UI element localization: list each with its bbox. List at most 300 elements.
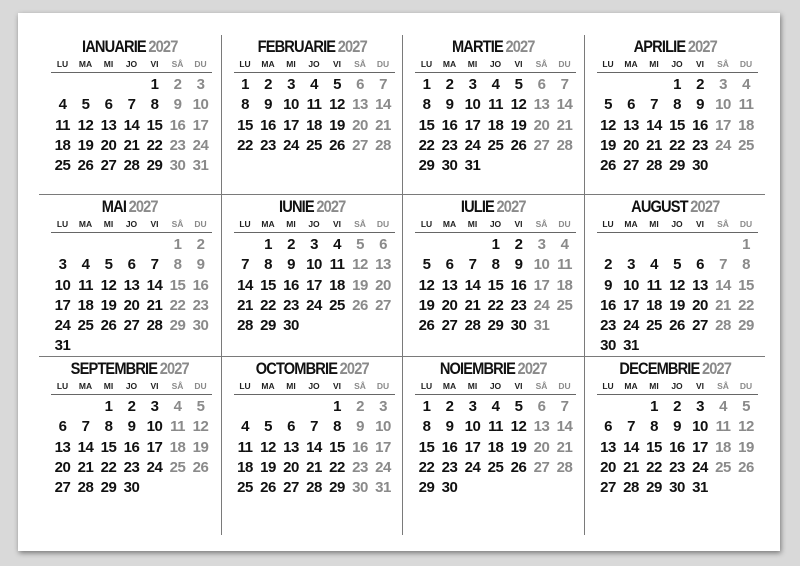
day-number: 5 — [356, 236, 364, 253]
day-number: 21 — [646, 136, 662, 154]
day-number: 29 — [329, 479, 345, 497]
day-number: 4 — [742, 76, 750, 93]
day-number: 8 — [673, 96, 681, 114]
weekday-label: JO — [125, 59, 138, 69]
day-number: 23 — [260, 136, 276, 154]
day-number: 13 — [375, 256, 391, 274]
day-number: 21 — [146, 296, 163, 314]
month-year: 2027 — [689, 197, 719, 216]
weekday-label: DU — [376, 219, 390, 229]
weekday-label: DU — [558, 219, 571, 229]
day-number: 3 — [627, 256, 635, 274]
day-number: 25 — [556, 296, 573, 314]
day-number: 12 — [510, 96, 527, 114]
day-number: 29 — [418, 157, 435, 175]
month-year: 2027 — [687, 37, 717, 56]
day-number: 26 — [600, 157, 616, 175]
day-number: 26 — [77, 157, 94, 175]
month-title — [416, 195, 571, 219]
day-number: 19 — [510, 438, 527, 456]
day-number: 1 — [264, 236, 272, 253]
weekday-label: JO — [125, 219, 138, 229]
day-number: 13 — [441, 276, 458, 294]
weekday-label: MI — [103, 59, 114, 69]
day-number: 23 — [192, 296, 209, 314]
day-number: 3 — [379, 398, 387, 415]
day-number: 14 — [556, 418, 573, 436]
month-year: 2027 — [148, 37, 178, 56]
day-number: 27 — [375, 296, 391, 314]
weekday-header-row — [234, 380, 395, 395]
day-number: 14 — [646, 116, 662, 134]
day-number: 29 — [487, 317, 504, 335]
day-number: 5 — [104, 256, 113, 274]
day-number: 3 — [310, 236, 318, 253]
weekday-label: DU — [558, 381, 571, 391]
day-number: 13 — [123, 276, 140, 294]
month-title — [597, 35, 752, 59]
day-number: 6 — [537, 76, 546, 93]
weekday-label: SÂ — [354, 59, 366, 69]
day-number: 28 — [623, 479, 639, 497]
day-number: 26 — [260, 479, 276, 497]
month-year: 2027 — [337, 37, 367, 56]
day-number: 18 — [306, 116, 322, 134]
day-number: 17 — [306, 276, 322, 294]
day-number: 25 — [169, 458, 186, 476]
day-number: 18 — [487, 116, 504, 134]
weekday-label: MI — [286, 219, 296, 229]
day-number: 9 — [127, 418, 136, 436]
day-number: 23 — [441, 136, 458, 154]
day-number: 28 — [556, 136, 573, 154]
weekday-label: MA — [261, 381, 275, 391]
day-number: 8 — [150, 96, 159, 114]
weekday-label: VI — [150, 219, 159, 229]
day-number: 1 — [742, 236, 750, 253]
day-number: 8 — [104, 418, 113, 436]
day-number: 4 — [81, 256, 90, 274]
day-number: 26 — [418, 317, 435, 335]
weekday-label: JO — [308, 219, 320, 229]
day-number: 20 — [352, 116, 368, 134]
weekday-label: MI — [103, 381, 114, 391]
weekday-label: JO — [489, 219, 502, 229]
month-martie — [402, 35, 584, 195]
day-number: 25 — [329, 296, 345, 314]
day-number: 18 — [738, 116, 754, 134]
weekday-label: MA — [261, 59, 275, 69]
weekday-label: LU — [602, 219, 614, 229]
day-number: 19 — [510, 116, 527, 134]
day-number: 17 — [192, 116, 209, 134]
day-number: 19 — [669, 296, 685, 314]
day-number: 10 — [146, 418, 163, 436]
day-grid — [234, 235, 395, 336]
day-number: 5 — [333, 76, 341, 93]
day-number: 12 — [510, 418, 527, 436]
day-grid — [597, 75, 758, 176]
weekday-label: JO — [125, 381, 138, 391]
day-number: 9 — [356, 418, 364, 436]
day-number: 9 — [514, 256, 523, 274]
day-number: 30 — [692, 157, 708, 175]
day-number: 25 — [738, 136, 754, 154]
weekday-label: VI — [332, 381, 342, 391]
empty-cell — [620, 75, 643, 95]
day-number: 8 — [422, 96, 431, 114]
day-number: 5 — [742, 398, 750, 415]
day-grid — [415, 75, 576, 176]
day-number: 31 — [375, 479, 391, 497]
day-number: 17 — [375, 438, 391, 456]
day-number: 21 — [237, 296, 253, 314]
day-grid — [234, 75, 395, 156]
month-name: IUNIE — [278, 197, 314, 216]
day-number: 27 — [100, 157, 117, 175]
day-number: 18 — [487, 438, 504, 456]
day-number: 31 — [192, 157, 209, 175]
day-number: 20 — [283, 458, 299, 476]
day-number: 2 — [445, 398, 454, 415]
day-number: 29 — [669, 157, 685, 175]
weekday-label: JO — [489, 59, 502, 69]
weekday-label: SÂ — [717, 59, 729, 69]
empty-cell — [643, 75, 666, 95]
day-number: 16 — [441, 438, 458, 456]
day-number: 18 — [556, 276, 573, 294]
day-number: 23 — [510, 296, 527, 314]
weekday-label: SÂ — [717, 219, 729, 229]
day-number: 2 — [287, 236, 295, 253]
day-grid — [415, 235, 576, 336]
day-number: 2 — [696, 76, 704, 93]
day-number: 30 — [123, 479, 140, 497]
weekday-header-row — [597, 58, 758, 73]
weekday-label: VI — [695, 381, 705, 391]
weekday-label: VI — [150, 59, 159, 69]
day-number: 24 — [533, 296, 550, 314]
day-number: 19 — [738, 438, 754, 456]
weekday-label: VI — [514, 219, 523, 229]
day-number: 2 — [445, 76, 454, 93]
day-grid — [234, 397, 395, 498]
day-number: 21 — [556, 438, 573, 456]
day-number: 17 — [464, 116, 481, 134]
day-number: 22 — [418, 458, 435, 476]
day-number: 15 — [329, 438, 345, 456]
day-number: 22 — [646, 458, 662, 476]
day-number: 7 — [719, 256, 727, 274]
day-number: 9 — [673, 418, 681, 436]
day-number: 11 — [306, 96, 322, 114]
day-number: 26 — [100, 317, 117, 335]
day-number: 26 — [510, 136, 527, 154]
day-number: 26 — [352, 296, 368, 314]
day-number: 26 — [738, 458, 754, 476]
day-number: 27 — [441, 317, 458, 335]
day-number: 4 — [58, 96, 67, 114]
day-number: 27 — [533, 458, 550, 476]
month-title — [52, 195, 208, 219]
day-number: 2 — [356, 398, 364, 415]
day-number: 21 — [77, 458, 94, 476]
day-number: 6 — [445, 256, 454, 274]
day-number: 18 — [77, 296, 94, 314]
day-number: 12 — [669, 276, 685, 294]
day-number: 24 — [375, 458, 391, 476]
day-number: 16 — [692, 116, 708, 134]
day-number: 1 — [104, 398, 113, 415]
day-number: 12 — [77, 116, 94, 134]
day-number: 31 — [464, 157, 481, 175]
day-number: 23 — [283, 296, 299, 314]
day-number: 7 — [310, 418, 318, 436]
day-number: 10 — [375, 418, 391, 436]
empty-cell — [120, 235, 143, 255]
day-number: 28 — [237, 317, 253, 335]
day-number: 19 — [260, 458, 276, 476]
day-number: 20 — [533, 116, 550, 134]
day-number: 16 — [192, 276, 209, 294]
weekday-label: JO — [308, 59, 320, 69]
weekday-label: DU — [194, 59, 207, 69]
weekday-label: LU — [602, 381, 614, 391]
day-number: 7 — [560, 398, 569, 415]
day-number: 5 — [422, 256, 431, 274]
empty-cell — [666, 235, 689, 255]
day-number: 27 — [283, 479, 299, 497]
weekday-label: DU — [194, 381, 207, 391]
month-aprilie — [584, 35, 766, 195]
day-number: 15 — [418, 116, 435, 134]
day-number: 17 — [54, 296, 71, 314]
day-number: 6 — [379, 236, 387, 253]
day-number: 5 — [604, 96, 612, 114]
month-year: 2027 — [339, 359, 369, 378]
day-number: 28 — [646, 157, 662, 175]
day-number: 24 — [283, 136, 299, 154]
month-name: DECEMBRIE — [618, 359, 699, 378]
day-number: 20 — [692, 296, 708, 314]
empty-cell — [597, 397, 620, 417]
month-title — [234, 357, 389, 381]
day-number: 11 — [738, 96, 754, 114]
day-number: 21 — [715, 296, 731, 314]
empty-cell — [280, 397, 303, 417]
day-number: 23 — [692, 136, 708, 154]
day-number: 14 — [237, 276, 253, 294]
day-number: 5 — [196, 398, 205, 415]
day-number: 6 — [604, 418, 612, 436]
day-number: 20 — [441, 296, 458, 314]
day-number: 1 — [422, 398, 431, 415]
day-number: 1 — [150, 76, 159, 93]
weekday-header-row — [415, 218, 576, 233]
month-name: SEPTEMBRIE — [70, 359, 158, 378]
day-number: 7 — [627, 418, 635, 436]
day-number: 31 — [533, 317, 550, 335]
day-number: 27 — [692, 317, 708, 335]
month-mai — [39, 195, 221, 357]
day-number: 10 — [533, 256, 550, 274]
empty-cell — [51, 235, 74, 255]
day-number: 1 — [333, 398, 341, 415]
day-number: 11 — [488, 418, 503, 436]
day-number: 24 — [464, 458, 481, 476]
day-number: 11 — [55, 116, 70, 134]
weekday-header-row — [51, 58, 212, 73]
weekday-label: MI — [649, 219, 659, 229]
month-octombrie — [221, 357, 403, 535]
empty-cell — [643, 235, 666, 255]
day-number: 14 — [375, 96, 391, 114]
day-number: 15 — [100, 438, 117, 456]
day-number: 22 — [100, 458, 117, 476]
day-number: 25 — [54, 157, 71, 175]
day-number: 20 — [100, 136, 117, 154]
day-number: 13 — [533, 418, 550, 436]
weekday-label: LU — [239, 219, 251, 229]
month-name: APRILIE — [633, 37, 685, 56]
weekday-label: MA — [442, 59, 457, 69]
day-number: 8 — [491, 256, 500, 274]
day-number: 22 — [669, 136, 685, 154]
day-number: 27 — [123, 317, 140, 335]
day-number: 25 — [77, 317, 94, 335]
day-number: 2 — [514, 236, 523, 253]
day-number: 3 — [287, 76, 295, 93]
day-number: 10 — [464, 96, 481, 114]
day-number: 25 — [487, 136, 504, 154]
day-number: 10 — [283, 96, 299, 114]
day-number: 22 — [418, 136, 435, 154]
day-number: 20 — [54, 458, 71, 476]
day-number: 28 — [464, 317, 481, 335]
day-number: 8 — [650, 418, 658, 436]
weekday-label: LU — [602, 59, 614, 69]
day-number: 29 — [100, 479, 117, 497]
empty-cell — [303, 397, 326, 417]
weekday-header-row — [597, 380, 758, 395]
weekday-label: SÂ — [535, 59, 548, 69]
empty-cell — [51, 397, 74, 417]
weekday-label: MA — [624, 219, 638, 229]
weekday-label: DU — [376, 59, 390, 69]
month-title — [597, 195, 752, 219]
day-number: 22 — [146, 136, 163, 154]
day-number: 23 — [352, 458, 368, 476]
weekday-label: LU — [420, 59, 433, 69]
day-number: 16 — [169, 116, 186, 134]
empty-cell — [120, 75, 143, 95]
day-number: 23 — [669, 458, 685, 476]
month-title — [234, 195, 389, 219]
weekday-label: SÂ — [354, 219, 366, 229]
day-grid — [51, 235, 212, 357]
day-number: 14 — [306, 438, 322, 456]
day-number: 16 — [600, 296, 616, 314]
day-number: 18 — [237, 458, 253, 476]
day-number: 30 — [669, 479, 685, 497]
month-name: IANUARIE — [82, 37, 146, 56]
weekday-label: VI — [150, 381, 159, 391]
day-number: 20 — [533, 438, 550, 456]
day-number: 6 — [104, 96, 113, 114]
day-number: 3 — [150, 398, 159, 415]
weekday-label: MA — [78, 219, 93, 229]
empty-cell — [689, 235, 712, 255]
day-number: 4 — [310, 76, 318, 93]
day-number: 30 — [352, 479, 368, 497]
empty-cell — [74, 235, 97, 255]
day-number: 7 — [468, 256, 477, 274]
day-number: 12 — [418, 276, 435, 294]
day-number: 18 — [715, 438, 731, 456]
weekday-label: MI — [286, 59, 296, 69]
day-number: 16 — [283, 276, 299, 294]
weekday-label: LU — [420, 219, 433, 229]
day-number: 22 — [329, 458, 345, 476]
day-number: 25 — [487, 458, 504, 476]
month-iulie — [402, 195, 584, 357]
day-number: 13 — [352, 96, 368, 114]
empty-cell — [712, 235, 735, 255]
day-number: 3 — [58, 256, 67, 274]
weekday-label: JO — [671, 381, 683, 391]
day-number: 12 — [738, 418, 754, 436]
weekday-label: JO — [671, 219, 683, 229]
day-number: 29 — [738, 317, 754, 335]
day-number: 28 — [123, 157, 140, 175]
empty-cell — [97, 75, 120, 95]
day-number: 22 — [738, 296, 754, 314]
day-number: 7 — [560, 76, 569, 93]
day-number: 6 — [537, 398, 546, 415]
day-grid — [597, 397, 758, 498]
empty-cell — [74, 397, 97, 417]
weekday-label: SÂ — [717, 381, 729, 391]
day-number: 10 — [306, 256, 322, 274]
weekday-label: LU — [420, 381, 433, 391]
day-number: 30 — [600, 337, 616, 355]
weekday-label: SÂ — [171, 59, 184, 69]
day-number: 4 — [491, 76, 500, 93]
day-number: 19 — [418, 296, 435, 314]
weekday-label: DU — [739, 219, 753, 229]
month-ianuarie — [39, 35, 221, 195]
weekday-label: MI — [286, 381, 296, 391]
day-number: 30 — [283, 317, 299, 335]
calendar-sheet — [18, 13, 780, 551]
day-number: 10 — [692, 418, 708, 436]
weekday-label: DU — [739, 381, 753, 391]
weekday-label: LU — [56, 219, 69, 229]
weekday-label: SÂ — [535, 219, 548, 229]
day-number: 19 — [192, 438, 209, 456]
day-number: 20 — [375, 276, 391, 294]
empty-cell — [620, 397, 643, 417]
weekday-label: MI — [103, 219, 114, 229]
day-number: 30 — [192, 317, 209, 335]
day-number: 29 — [646, 479, 662, 497]
day-number: 13 — [54, 438, 71, 456]
day-number: 2 — [673, 398, 681, 415]
day-number: 25 — [646, 317, 662, 335]
day-number: 10 — [54, 276, 71, 294]
weekday-label: MI — [467, 381, 478, 391]
day-number: 29 — [260, 317, 276, 335]
